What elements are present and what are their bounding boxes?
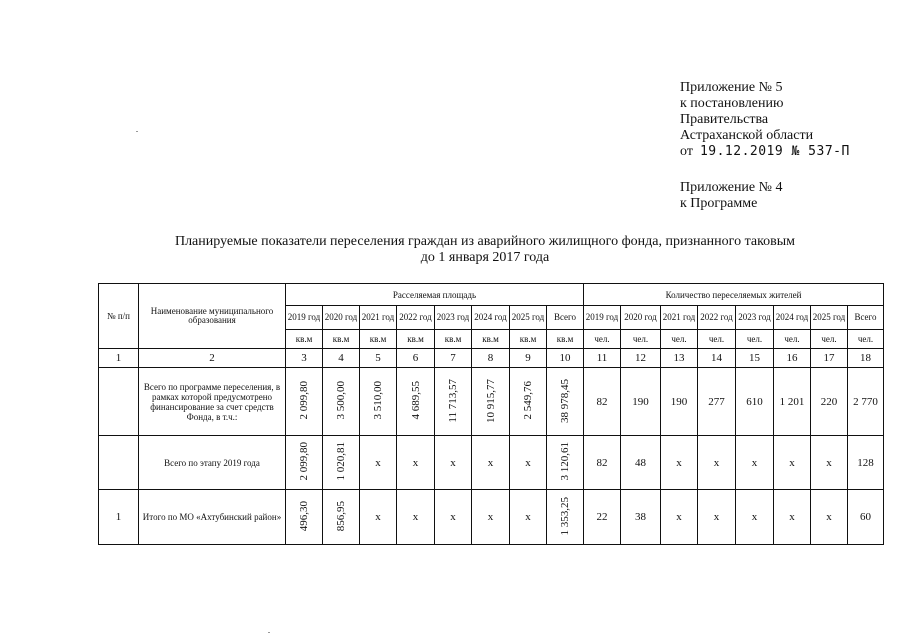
unit-area: кв.м (397, 330, 435, 349)
unit-area: кв.м (472, 330, 510, 349)
header-name: Наименование муниципального образования (139, 284, 286, 349)
people-value: 128 (848, 436, 884, 490)
unit-people: чел. (736, 330, 774, 349)
area-cell (323, 490, 360, 545)
date-stamp: 19.12.2019 № 537-П (699, 144, 850, 159)
appendix-5-block (680, 80, 850, 160)
column-number: 5 (360, 349, 397, 368)
area-cell (547, 436, 584, 490)
appendix-4-block (680, 180, 783, 212)
area-value: x (435, 490, 472, 545)
scan-speck (268, 632, 270, 633)
row-name: Всего по программе переселения, в рамках которой предусмотрено финансирование за счет средств Фонда, в т.ч.: (139, 368, 286, 436)
area-cell (435, 368, 472, 436)
area-cell (472, 368, 510, 436)
area-value: 2 549,76 (522, 381, 534, 420)
unit-area: кв.м (360, 330, 397, 349)
title-line-1: Планируемые показатели переселения граждан из аварийного жилищного фонда, признанного таковым (174, 234, 796, 249)
header-no: № п/п (99, 284, 139, 349)
header-year: 2024 год (472, 306, 510, 330)
header-total-area: Всего (547, 306, 584, 330)
area-value: 11 713,57 (447, 378, 459, 423)
area-value: 3 500,00 (335, 381, 347, 420)
row-name: Всего по этапу 2019 года (139, 436, 286, 490)
people-value: x (698, 436, 736, 490)
people-value: 48 (621, 436, 661, 490)
unit-people: чел. (621, 330, 661, 349)
area-value: x (360, 436, 397, 490)
header-people-group: Количество переселяемых жителей (584, 284, 884, 306)
resettlement-table (98, 283, 884, 545)
area-cell (510, 368, 547, 436)
header-row-groups (99, 284, 884, 306)
column-number: 3 (286, 349, 323, 368)
area-value: 38 978,45 (559, 378, 571, 423)
appendix-4-line: к Программе (680, 196, 758, 211)
area-value: 2 099,80 (298, 442, 310, 481)
header-year: 2025 год (510, 306, 547, 330)
people-value: 610 (736, 368, 774, 436)
column-number: 16 (774, 349, 811, 368)
row-no (99, 368, 139, 436)
column-number: 9 (510, 349, 547, 368)
date-prefix: от (680, 144, 693, 159)
people-value: x (774, 436, 811, 490)
area-cell (397, 368, 435, 436)
column-number: 12 (621, 349, 661, 368)
column-number: 4 (323, 349, 360, 368)
header-year: 2023 год (736, 306, 774, 330)
area-value: x (510, 490, 547, 545)
area-value: x (472, 490, 510, 545)
column-number: 11 (584, 349, 621, 368)
column-number: 18 (848, 349, 884, 368)
table-row (99, 436, 884, 490)
column-number: 8 (472, 349, 510, 368)
header-total-people: Всего (848, 306, 884, 330)
people-value: x (736, 436, 774, 490)
area-cell (323, 368, 360, 436)
area-value: 4 689,55 (409, 381, 422, 420)
area-value: x (360, 490, 397, 545)
column-number: 14 (698, 349, 736, 368)
people-value: x (698, 490, 736, 545)
area-value: 856,95 (335, 500, 347, 532)
appendix-4-line: Приложение № 4 (680, 180, 783, 195)
unit-area: кв.м (323, 330, 360, 349)
row-no: 1 (99, 490, 139, 545)
area-cell (286, 490, 323, 545)
column-number: 10 (547, 349, 584, 368)
header-year: 2020 год (323, 306, 360, 330)
people-value: 1 201 (774, 368, 811, 436)
header-year: 2019 год (584, 306, 621, 330)
unit-people: чел. (661, 330, 698, 349)
area-value: x (510, 436, 547, 490)
area-value: 3 120,61 (559, 442, 571, 481)
column-number-row (99, 349, 884, 368)
appendix-5-line: к постановлению (680, 96, 784, 111)
people-value: x (811, 490, 848, 545)
column-number: 17 (811, 349, 848, 368)
document-title (140, 234, 830, 266)
people-value: 277 (698, 368, 736, 436)
header-year: 2021 год (360, 306, 397, 330)
header-year: 2025 год (811, 306, 848, 330)
area-value: 496,30 (298, 500, 310, 532)
people-value: x (774, 490, 811, 545)
unit-people: чел. (774, 330, 811, 349)
unit-people: чел. (584, 330, 621, 349)
area-value: 1 353,25 (559, 496, 571, 536)
people-value: x (661, 436, 698, 490)
column-number: 7 (435, 349, 472, 368)
area-value: 2 099,80 (298, 381, 310, 420)
people-value: 2 770 (848, 368, 884, 436)
area-cell (547, 490, 584, 545)
header-year: 2022 год (698, 306, 736, 330)
row-no (99, 436, 139, 490)
people-value: 220 (811, 368, 848, 436)
header-area-group: Расселяемая площадь (286, 284, 584, 306)
unit-area: кв.м (547, 330, 584, 349)
people-value: 190 (661, 368, 698, 436)
area-value: x (435, 436, 472, 490)
appendix-5-line: Астраханской области (680, 128, 814, 143)
table-row (99, 490, 884, 545)
header-year: 2019 год (286, 306, 323, 330)
unit-area: кв.м (510, 330, 547, 349)
area-value: x (397, 490, 435, 545)
area-cell (286, 368, 323, 436)
header-year: 2021 год (661, 306, 698, 330)
people-value: 190 (621, 368, 661, 436)
header-year: 2022 год (397, 306, 435, 330)
scan-speck (136, 131, 138, 132)
area-value: 10 915,77 (484, 378, 497, 423)
header-year: 2023 год (435, 306, 472, 330)
people-value: 82 (584, 368, 621, 436)
title-line-2: до 1 января 2017 года (420, 250, 550, 265)
people-value: 38 (621, 490, 661, 545)
area-cell (360, 368, 397, 436)
column-number: 6 (397, 349, 435, 368)
area-value: 1 020,81 (335, 442, 347, 481)
header-year: 2024 год (774, 306, 811, 330)
column-number: 2 (139, 349, 286, 368)
people-value: x (661, 490, 698, 545)
unit-people: чел. (848, 330, 884, 349)
row-name: Итого по МО «Ахтубинский район» (139, 490, 286, 545)
unit-people: чел. (698, 330, 736, 349)
column-number: 13 (661, 349, 698, 368)
people-value: x (736, 490, 774, 545)
unit-people: чел. (811, 330, 848, 349)
column-number: 15 (736, 349, 774, 368)
appendix-5-line: Приложение № 5 (680, 80, 783, 95)
appendix-5-line: Правительства (680, 112, 769, 127)
people-value: 82 (584, 436, 621, 490)
people-value: 60 (848, 490, 884, 545)
area-cell (547, 368, 584, 436)
column-number: 1 (99, 349, 139, 368)
area-cell (286, 436, 323, 490)
unit-area: кв.м (286, 330, 323, 349)
people-value: x (811, 436, 848, 490)
area-value: x (472, 436, 510, 490)
people-value: 22 (584, 490, 621, 545)
table-row (99, 368, 884, 436)
header-year: 2020 год (621, 306, 661, 330)
area-cell (323, 436, 360, 490)
area-value: 3 510,00 (372, 381, 384, 420)
unit-area: кв.м (435, 330, 472, 349)
area-value: x (397, 436, 435, 490)
appendix-5-date (680, 144, 850, 160)
